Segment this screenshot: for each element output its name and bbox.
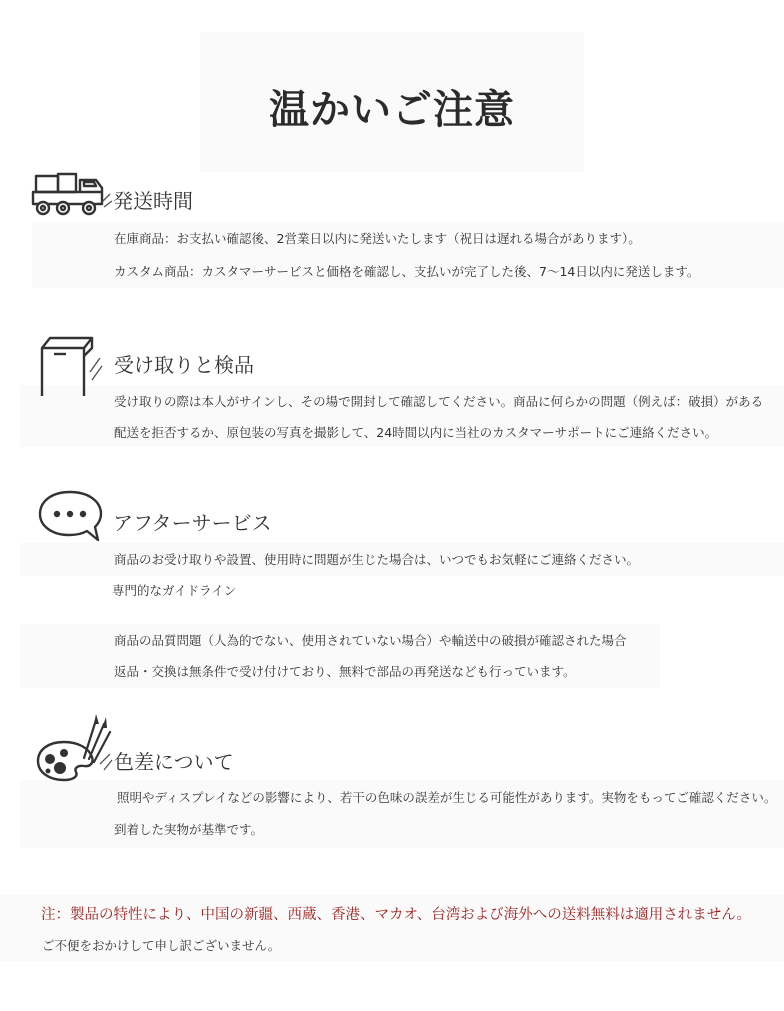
aftersales-line-3: 商品の品質問題（人為的でない、使用されていない場合）や輸送中の破損が確認された場合 — [114, 633, 627, 648]
color-heading: 色差について — [114, 750, 234, 774]
shipping-heading: 発送時間 — [113, 189, 193, 213]
truck-icon — [30, 172, 114, 218]
shipping-line-1: 在庫商品：お支払い確認後、2営業日以内に発送いたします（祝日は遅れる場合があります）。 — [114, 231, 641, 246]
color-line-2: 到着した実物が基準です。 — [114, 822, 264, 837]
receipt-heading: 受け取りと検品 — [114, 353, 254, 377]
aftersales-heading: アフターサービス — [113, 511, 272, 535]
box-icon — [36, 334, 106, 400]
notice-shipping-exclusion: 注：製品の特性により、中国の新疆、西蔵、香港、マカオ、台湾および海外への送料無料は適用されません。 — [41, 907, 752, 923]
aftersales-line-4: 返品・交換は無条件で受け付けており、無料で部品の再発送なども行っています。 — [114, 664, 576, 679]
aftersales-line-1: 商品のお受け取りや設置、使用時に問題が生じた場合は、いつでもお気軽にご連絡ください。 — [114, 552, 640, 567]
notice-apology: ご不便をおかけして申し訳ございません。 — [42, 938, 281, 953]
receipt-line-2: 配送を拒否するか、原包装の写真を撮影して、24時間以内に当社のカスタマーサポートにご連絡ください。 — [114, 425, 718, 440]
shipping-line-2: カスタム商品：カスタマーサービスと価格を確認し、支払いが完了した後、7〜14日以内に発送します。 — [114, 264, 700, 279]
receipt-line-1: 受け取りの際は本人がサインし、その場で開封して確認してください。商品に何らかの問題（例えば：破損）がある — [114, 394, 764, 409]
aftersales-line-2: 専門的なガイドライン — [112, 583, 237, 598]
page-title: 温かいご注意 — [269, 87, 515, 133]
chat-bubble-icon — [36, 488, 106, 544]
palette-icon — [34, 712, 114, 784]
color-line-1: 照明やディスプレイなどの影響により、若干の色味の誤差が生じる可能性があります。実物をもってご確認ください。 — [117, 790, 777, 805]
